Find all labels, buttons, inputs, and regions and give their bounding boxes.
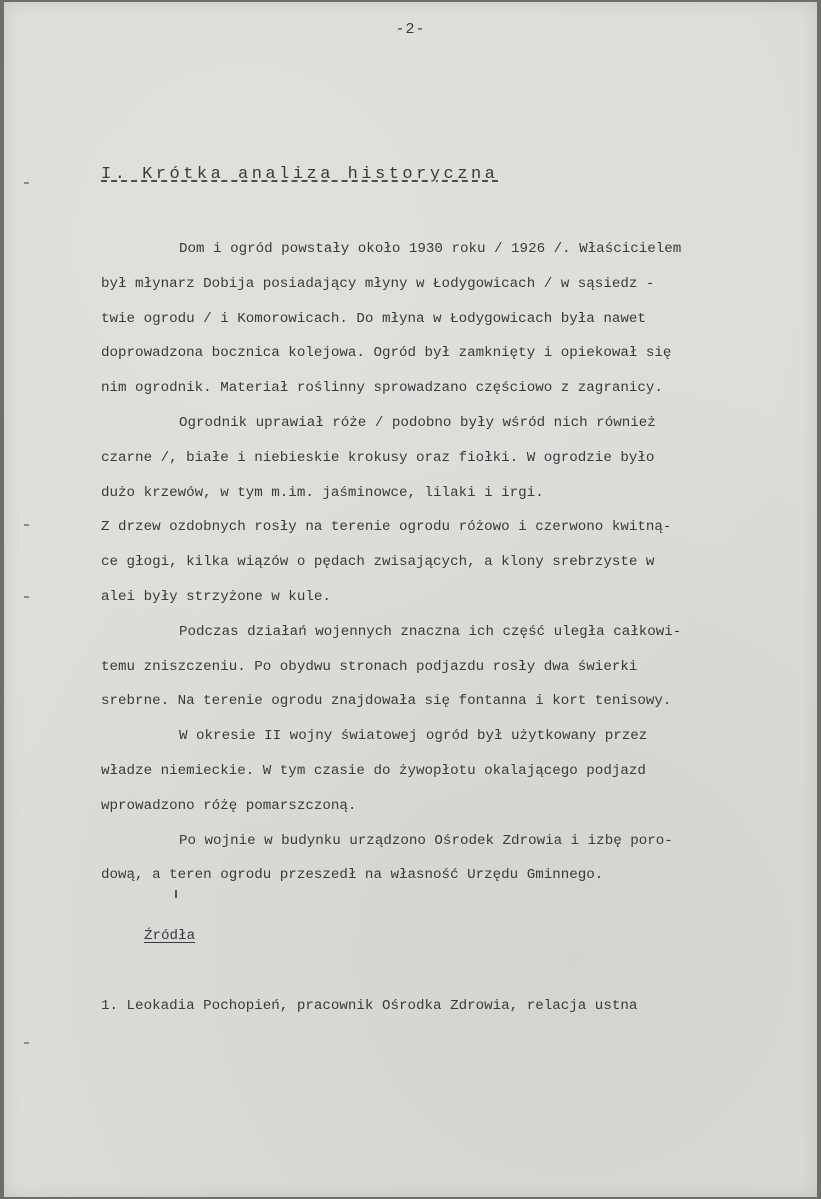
text-line: władze niemieckie. W tym czasie do żywopłotu okalającego podjazd bbox=[101, 762, 646, 779]
text-line: dową, a teren ogrodu przeszedł na własność Urzędu Gminnego. bbox=[101, 867, 604, 884]
text-line: był młynarz Dobija posiadający młyny w Łodygowicach / w sąsiedz - bbox=[101, 275, 655, 292]
text-line: czarne /, białe i niebieskie krokusy oraz fiołki. W ogrodzie było bbox=[101, 449, 655, 466]
text-line: Podczas działań wojennych znaczna ich część uległa całkowi- bbox=[179, 623, 682, 640]
text-line: W okresie II wojny światowej ogród był użytkowany przez bbox=[179, 728, 648, 745]
text-line: twie ogrodu / i Komorowicach. Do młyna w Łodygowicach była nawet bbox=[101, 310, 646, 327]
text-line: doprowadzona bocznica kolejowa. Ogród był zamknięty i opiekował się bbox=[101, 345, 672, 362]
text-line: temu zniszczeniu. Po obydwu stronach podjazdu rosły dwa świerki bbox=[101, 658, 638, 675]
page-number: -2- bbox=[395, 21, 426, 38]
text-line: Po wojnie w budynku urządzono Ośrodek Zdrowia i izbę poro- bbox=[179, 832, 673, 849]
text-line: alei były strzyżone w kule. bbox=[101, 588, 331, 605]
margin-mark bbox=[24, 524, 29, 526]
margin-mark bbox=[24, 596, 29, 598]
text-line: wprowadzono różę pomarszczoną. bbox=[101, 797, 357, 814]
text-line: srebrne. Na terenie ogrodu znajdowała się fontanna i kort tenisowy. bbox=[101, 693, 672, 710]
document-page bbox=[4, 2, 817, 1197]
stray-mark bbox=[175, 890, 177, 898]
margin-mark bbox=[24, 182, 29, 184]
text-line: Dom i ogród powstały około 1930 roku / 1926 /. Właścicielem bbox=[179, 241, 682, 257]
text-line: dużo krzewów, w tym m.im. jaśminowce, lilaki i irgi. bbox=[101, 484, 544, 501]
sources-heading: Źródła bbox=[144, 928, 196, 944]
text-line: Z drzew ozdobnych rosły na terenie ogrodu różowo i czerwono kwitną- bbox=[101, 519, 672, 536]
text-line: nim ogrodnik. Materiał roślinny sprowadzano częściowo z zagranicy. bbox=[101, 380, 663, 397]
source-item: 1. Leokadia Pochopień, pracownik Ośrodka Zdrowia, relacja ustna bbox=[101, 998, 638, 1014]
section-heading: I. Krótka analiza historyczna bbox=[101, 165, 499, 184]
margin-mark bbox=[24, 1042, 29, 1044]
text-line: Ogrodnik uprawiał róże / podobno były wśród nich również bbox=[179, 414, 656, 431]
body-text bbox=[101, 232, 781, 893]
text-line: ce głogi, kilka wiązów o pędach zwisających, a klony srebrzyste w bbox=[101, 554, 655, 571]
